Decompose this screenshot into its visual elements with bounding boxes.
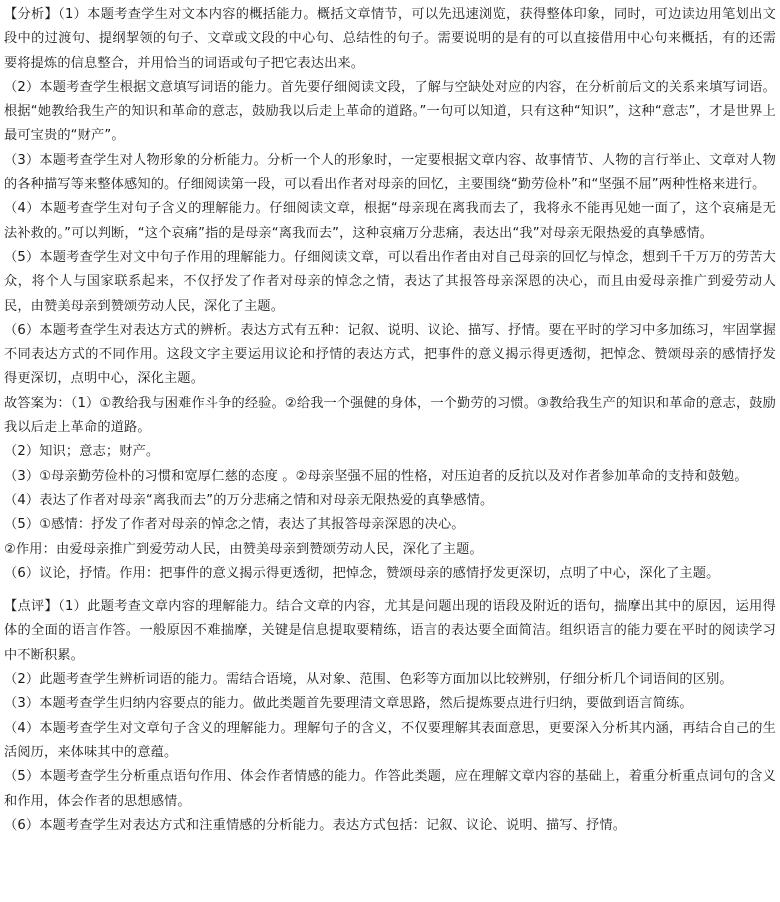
review-item-3: （3）本题考查学生归纳内容要点的能力。做此类题首先要理清文章思路，然后提炼要点进行归纳，要做到语言简练。 [4, 696, 693, 712]
review-item-1-text: （1）此题考查文章内容的理解能力。结合文章的内容，尤其是问题出现的语段及附近的语句，揣摩出其中的原因，运用得体的全面的语言作答。一般原因不难揣摩，关键是信息提取要精练，语言的表达要全面简洁。组织语言的能力要在平时的阅读学习中不断积累。 [4, 599, 776, 663]
review-item-6: （6）本题考查学生对表达方式和注重情感的分析能力。表达方式包括：记叙、议论、说明、描写、抒情。 [4, 817, 627, 833]
review-section [4, 586, 776, 838]
answer-line-4: （4）表达了作者对母亲“离我而去”的万分悲痛之情和对母亲无限热爱的真挚感情。 [4, 492, 494, 508]
analysis-item-1 [4, 3, 776, 76]
answer-line-6: ②作用：由爱母亲推广到爱劳动人民，由赞美母亲到赞颂劳动人民，深化了主题。 [4, 541, 483, 557]
answer-line-7: （6）议论，抒情。作用：把事件的意义揭示得更透彻，把悼念，赞颂母亲的感情抒发更深切，点明了中心，深化了主题。 [4, 565, 720, 581]
answer-line-3: （3）①母亲勤劳俭朴的习惯和宽厚仁慈的态度 。②母亲坚强不屈的性格，对压迫者的反抗以及对作者参加革命的支持和鼓勉。 [4, 468, 748, 484]
analysis-item-3: （3）本题考查学生对人物形象的分析能力。分析一个人的形象时，一定要根据文章内容、故事情节、人物的言行举止、文章对人物的各种描写等来整体感知的。仔细阅读第一段，可以看出作者对母亲的回忆，主要围绕“勤劳俭朴”和“坚强不屈”两种性格来进行。 [4, 152, 776, 193]
answer-line-1: 故答案为：（1）①教给我与困难作斗争的经验。②给我一个强健的身体，一个勤劳的习惯。③教给我生产的知识和革命的意志，鼓励我以后走上革命的道路。 [4, 395, 776, 436]
analysis-item-2: （2）本题考查学生根据文意填写词语的能力。首先要仔细阅读文段，了解与空缺处对应的内容，在分析前后文的关系来填写词语。根据“她教给我生产的知识和革命的意志，鼓励我以后走上革命的道路。”一句可以知道，只有这种“知识”，这种“意志”，才是世界上最可宝贵的“财产”。 [4, 79, 776, 144]
analysis-tag: 【分析】 [4, 7, 59, 22]
review-item-4: （4）本题考查学生对文章句子含义的理解能力。理解句子的含义，不仅要理解其表面意思，更要深入分析其内涵，再结合自己的生活阅历，来体味其中的意蕴。 [4, 720, 776, 760]
review-item-5: （5）本题考查学生分析重点语句作用、体会作者情感的能力。作答此类题，应在理解文章内容的基础上，着重分析重点词句的含义和作用，体会作者的思想感情。 [4, 769, 776, 809]
answer-line-5: （5）①感情：抒发了作者对母亲的悼念之情，表达了其报答母亲深恩的决心。 [4, 517, 465, 533]
analysis-section [4, 0, 776, 586]
analysis-item-4: （4）本题考查学生对句子含义的理解能力。仔细阅读文章，根据“母亲现在离我而去了，我将永不能再见她一面了，这个哀痛是无法补救的。”可以判断，“这个哀痛”指的是母亲“离我而去”，这种哀痛万分悲痛，表达出“我”对母亲无限热爱的真挚感情。 [4, 201, 776, 241]
analysis-item-6: （6）本题考查学生对表达方式的辨析。表达方式有五种：记叙、说明、议论、描写、抒情。要在平时的学习中多加练习，牢固掌握不同表达方式的不同作用。这段文字主要运用议论和抒情的表达方式，把事件的意义揭示得更透彻，把悼念、赞颂母亲的感情抒发得更深切，点明中心，深化主题。 [4, 322, 776, 387]
review-tag: 【点评】 [4, 599, 59, 615]
answer-line-2: （2）知识；意志；财产。 [4, 444, 160, 460]
analysis-item-1-text: （1）本题考查学生对文本内容的概括能力。概括文章情节，可以先迅速浏览，获得整体印象，同时，可边读边用笔划出文段中的过渡句、提纲挈领的句子、文章或文段的中心句、总结性的句子。需要说明的是有的可以直接借用中心句来概括，有的还需要将提炼的信息整合，并用恰当的词语或句子把它表达出来。 [4, 7, 776, 71]
review-item-1 [4, 595, 776, 668]
review-item-2: （2）此题考查学生辨析词语的能力。需结合语境，从对象、范围、色彩等方面加以比较辨别，仔细分析几个词语间的区别。 [4, 672, 733, 688]
analysis-item-5: （5）本题考查学生对文中句子作用的理解能力。仔细阅读文章，可以看出作者由对自己母亲的回忆与悼念，想到千千万万的劳苦大众，将个人与国家联系起来，不仅抒发了作者对母亲的悼念之情，表达了其报答母亲深恩的决心，而且由爱母亲推广到爱劳动人民，由赞美母亲到赞颂劳动人民，深化了主题。 [4, 249, 776, 314]
